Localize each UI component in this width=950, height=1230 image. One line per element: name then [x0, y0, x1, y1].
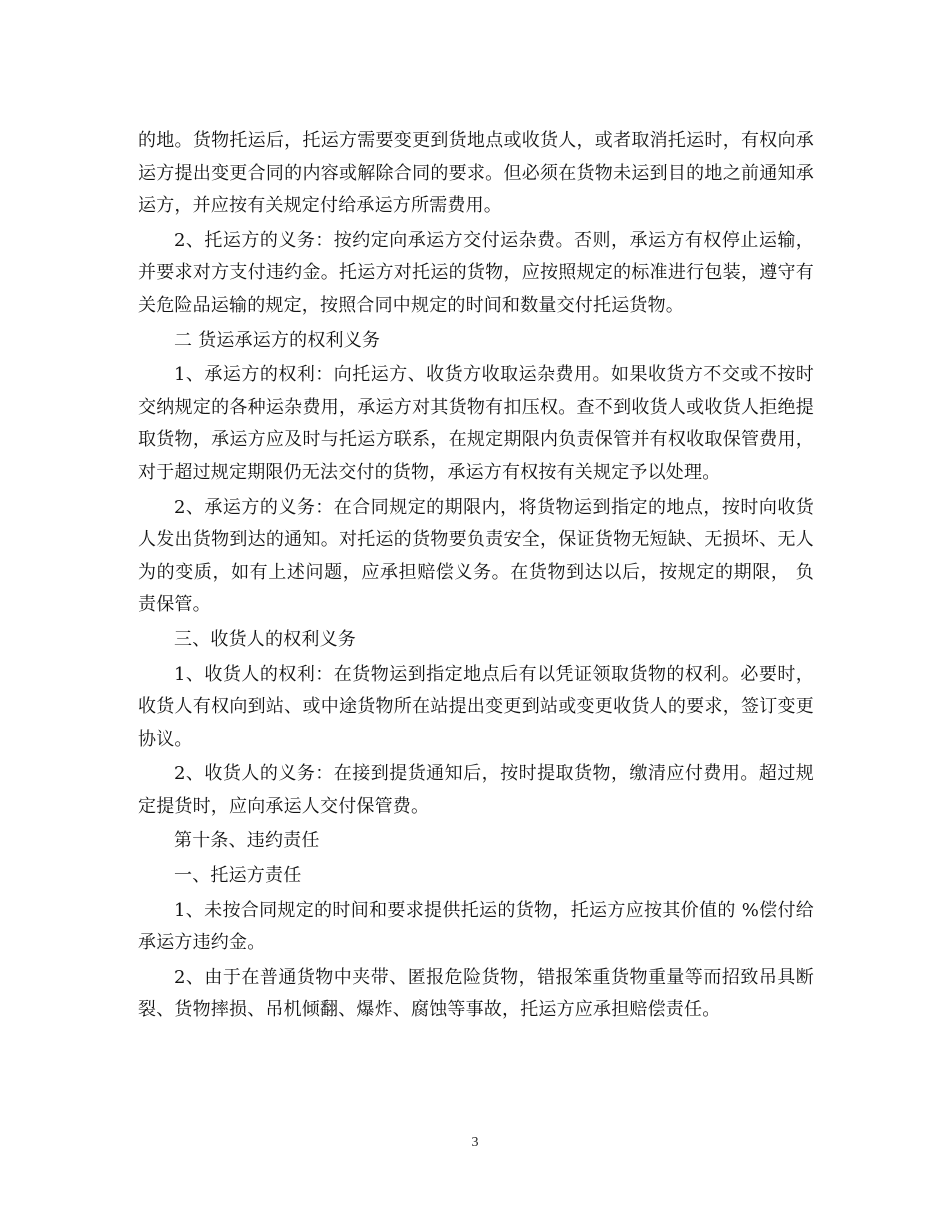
paragraph: 2、收货人的义务：在接到提货通知后，按时提取货物，缴清应付费用。超过规定提货时，应向承运人交付保管费。 [138, 763, 814, 817]
section-heading: 二 货运承运方的权利义务 [174, 329, 381, 351]
section-heading: 三、收货人的权利义务 [174, 628, 356, 650]
paragraph: 2、由于在普通货物中夹带、匿报危险货物，错报笨重货物重量等而招致吊具断裂、货物摔损、吊机倾翻、爆炸、腐蚀等事故，托运方应承担赔偿责任。 [138, 966, 814, 1021]
section-heading: 一、托运方责任 [174, 865, 302, 887]
document-body [138, 125, 814, 1029]
paragraph: 2、承运方的义务：在合同规定的期限内，将货物运到指定的地点，按时向收货人发出货物到达的通知。对托运的货物要负责安全，保证货物无短缺、无损坏、无人为的变质，如有上述问题，应承担赔偿义务。在货物到达以后，按规定的期限， 负责保管。 [138, 496, 814, 616]
paragraph: 2、托运方的义务：按约定向承运方交付运杂费。否则，承运方有权停止运输，并要求对方支付违约金。托运方对托运的货物，应按照规定的标准进行包装，遵守有关危险品运输的规定，按照合同中规定的时间和数量交付托运货物。 [138, 229, 814, 316]
paragraph: 1、承运方的权利：向托运方、收货方收取运杂费用。如果收货方不交或不按时交纳规定的各种运杂费用，承运方对其货物有扣压权。查不到收货人或收货人拒绝提取货物，承运方应及时与托运方联系，在规定期限内负责保管并有权收取保管费用，对于超过规定期限仍无法交付的货物，承运方有权按有关规定予以处理。 [138, 364, 814, 483]
page-number: 3 [471, 1135, 479, 1150]
paragraph: 1、未按合同规定的时间和要求提供托运的货物，托运方应按其价值的 %偿付给承运方违约金。 [138, 899, 814, 954]
article-heading: 第十条、违约责任 [174, 830, 320, 852]
paragraph: 的地。货物托运后，托运方需要变更到货地点或收货人，或者取消托运时，有权向承运方提出变更合同的内容或解除合同的要求。但必须在货物未运到目的地之前通知承运方，并应按有关规定付给承运方所需费用。 [138, 130, 814, 217]
paragraph: 1、收货人的权利：在货物运到指定地点后有以凭证领取货物的权利。必要时，收货人有权向到站、或中途货物所在站提出变更到站或变更收货人的要求，签订变更协议。 [138, 663, 814, 750]
